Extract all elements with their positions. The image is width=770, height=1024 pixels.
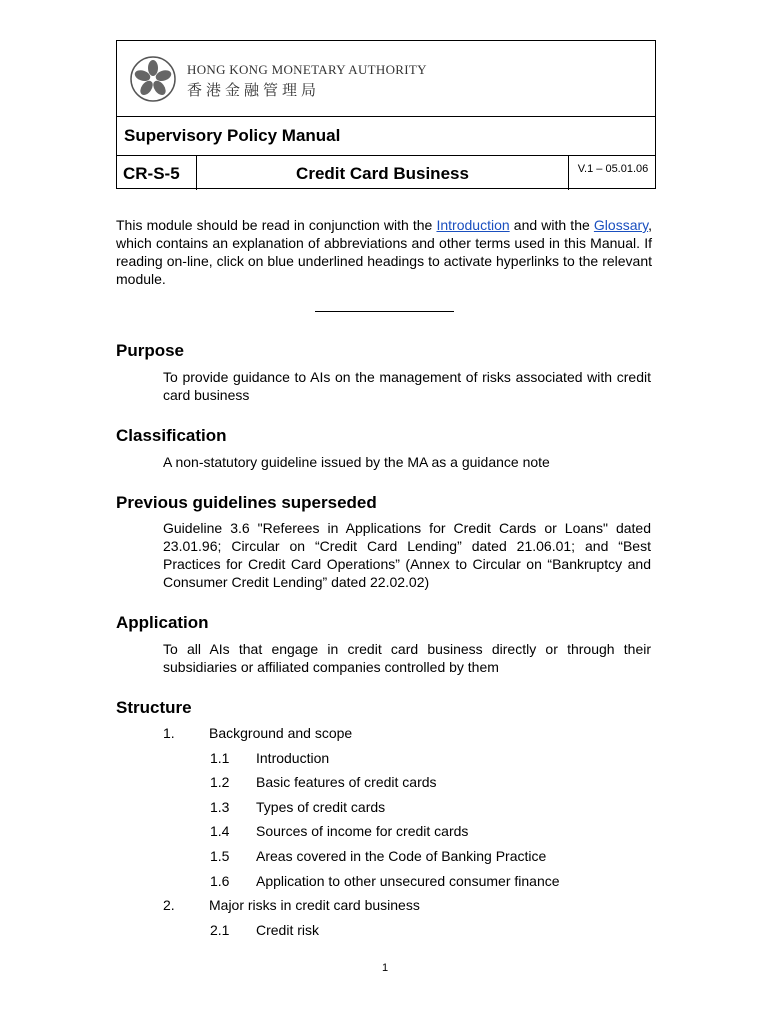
intro-text-part3: , which contains an explanation of abbreviations and other terms used in this Manual. If reading on-line, click on blue underlined headings to activate hyperlinks to the relevant module. — [116, 217, 652, 287]
org-name-chinese: 香港金融管理局 — [187, 81, 321, 99]
intro-text-part1: This module should be read in conjunction with the — [116, 217, 437, 233]
document-header-box — [116, 40, 656, 189]
structure-item-label: Background and scope — [209, 725, 353, 741]
structure-item — [163, 725, 353, 741]
structure-item-number: 2. — [163, 897, 175, 913]
structure-item-number: 1.4 — [210, 823, 230, 839]
structure-item-number: 1.1 — [210, 750, 230, 766]
structure-item-number: 1. — [163, 725, 175, 741]
structure-heading: Structure — [116, 698, 192, 717]
intro-paragraph — [116, 216, 652, 288]
application-body: To all AIs that engage in credit card business directly or through their subsidiaries or affiliated companies controlled by them — [163, 641, 651, 675]
logo-row — [117, 41, 655, 117]
structure-item-number: 1.2 — [210, 774, 230, 790]
hkma-emblem-icon — [129, 55, 177, 103]
module-code: CR-S-5 — [123, 164, 180, 183]
structure-item-number: 1.5 — [210, 848, 230, 864]
introduction-link[interactable]: Introduction — [436, 217, 510, 233]
glossary-link[interactable]: Glossary — [593, 217, 649, 233]
org-name-english: HONG KONG MONETARY AUTHORITY — [187, 62, 427, 77]
purpose-heading: Purpose — [116, 341, 185, 360]
structure-item — [210, 750, 330, 766]
classification-body: A non-statutory guideline issued by the MA as a guidance note — [163, 454, 550, 470]
module-title-cell — [197, 156, 569, 190]
structure-item-number: 1.3 — [210, 799, 230, 815]
module-title: Credit Card Business — [296, 164, 469, 183]
version-cell — [569, 156, 657, 190]
purpose-body: To provide guidance to AIs on the management of risks associated with credit card business — [163, 369, 651, 403]
structure-item — [210, 873, 560, 889]
structure-item-label: Application to other unsecured consumer finance — [256, 873, 560, 889]
structure-item-label: Introduction — [256, 750, 330, 766]
version-label: V.1 – 05.01.06 — [577, 163, 649, 175]
structure-item-number: 2.1 — [210, 922, 230, 938]
application-heading: Application — [116, 613, 209, 632]
manual-title-row — [117, 117, 655, 156]
structure-item — [163, 897, 420, 913]
page-number: 1 — [381, 962, 389, 974]
separator-line — [315, 311, 454, 312]
module-info-row — [117, 156, 655, 190]
structure-item-label: Credit risk — [256, 922, 320, 938]
module-code-cell — [117, 156, 197, 190]
manual-title: Supervisory Policy Manual — [124, 126, 341, 145]
structure-item-label: Areas covered in the Code of Banking Practice — [256, 848, 547, 864]
superseded-heading: Previous guidelines superseded — [116, 493, 377, 512]
structure-item-label: Basic features of credit cards — [256, 774, 437, 790]
structure-item-label: Major risks in credit card business — [209, 897, 420, 913]
structure-item — [210, 922, 320, 938]
structure-item-label: Types of credit cards — [256, 799, 386, 815]
structure-item-number: 1.6 — [210, 873, 230, 889]
structure-item — [210, 774, 437, 790]
structure-item — [210, 799, 386, 815]
structure-item — [210, 823, 469, 839]
intro-text-part2: and with the — [509, 217, 594, 233]
structure-item — [210, 848, 547, 864]
structure-item-label: Sources of income for credit cards — [256, 823, 469, 839]
superseded-body: Guideline 3.6 "Referees in Applications for Credit Cards or Loans" dated 23.01.96; Circular on “Credit Card Lending” dated 21.06.01; and “Best Practices for Credit Card Operations” (Annex to Circular on “Bankruptcy and Consumer Credit Lending” dated 22.02.02) — [163, 520, 651, 590]
classification-heading: Classification — [116, 426, 227, 445]
